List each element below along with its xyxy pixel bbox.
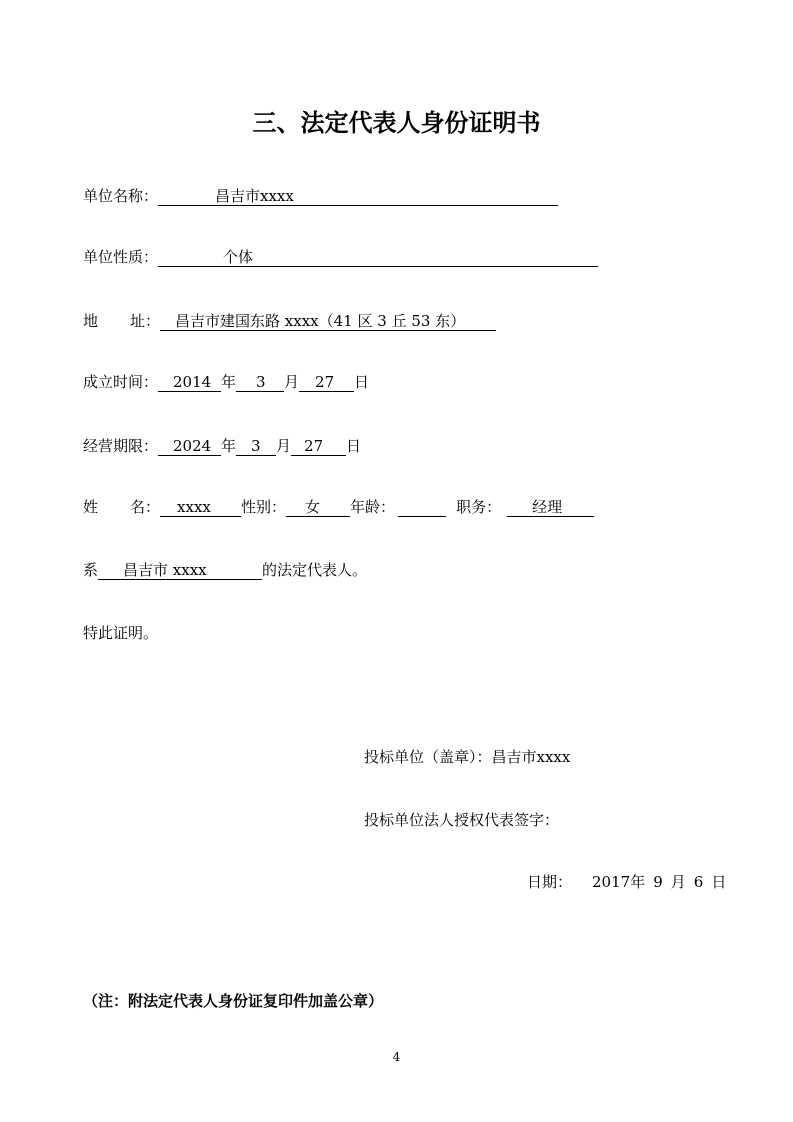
term-month-unit: 月 — [276, 437, 292, 455]
founded-month-unit: 月 — [284, 373, 300, 391]
page-title: 三、法定代表人身份证明书 — [252, 108, 541, 137]
term-day-unit: 日 — [346, 437, 362, 455]
name-label-b: 名： — [130, 498, 161, 516]
age-field — [398, 497, 446, 517]
representative-company: 昌吉市 xxxx — [123, 561, 207, 579]
founded-month: 3 — [256, 373, 266, 391]
address-field — [160, 311, 496, 331]
term-year: 2024 — [173, 437, 212, 455]
founded-month-field — [236, 372, 284, 392]
bidder-seal-line: 投标单位（盖章）：昌吉市xxxx — [364, 748, 571, 766]
unit-name-field — [158, 186, 558, 206]
name-label-a: 姓 — [83, 498, 99, 516]
position-field — [507, 497, 594, 517]
date-month: 9 — [653, 873, 663, 891]
unit-name-row — [83, 186, 558, 206]
unit-nature-field — [158, 247, 598, 267]
term-month-field — [236, 436, 276, 456]
term-label: 经营期限： — [83, 437, 159, 455]
date-year: 2017 — [592, 873, 631, 891]
position-label: 职务： — [456, 498, 502, 516]
representative-row — [83, 560, 367, 580]
date-day: 6 — [693, 873, 704, 891]
founded-year-field — [158, 372, 221, 392]
age-label: 年龄： — [350, 498, 396, 516]
footnote: （注：附法定代表人身份证复印件加盖公章） — [83, 992, 384, 1010]
founded-day-field — [299, 372, 354, 392]
address-label-b: 址： — [130, 312, 161, 330]
position-value: 经理 — [532, 498, 563, 516]
founded-year: 2014 — [173, 373, 212, 391]
founded-day: 27 — [315, 373, 335, 391]
gender-value: 女 — [305, 498, 321, 516]
gender-label: 性别： — [241, 498, 287, 516]
name-value: xxxx — [177, 498, 211, 516]
address-label-a: 地 — [83, 312, 99, 330]
term-day-field — [291, 436, 346, 456]
address-row — [83, 311, 496, 331]
representative-company-field — [98, 560, 262, 580]
date-label: 日期： — [527, 873, 573, 891]
representative-suffix: 的法定代表人。 — [262, 561, 368, 579]
address-value: 昌吉市建国东路 xxxx（41 区 3 丘 53 东） — [175, 312, 466, 330]
term-month: 3 — [251, 437, 261, 455]
term-year-unit: 年 — [221, 437, 237, 455]
founded-row — [83, 372, 369, 392]
unit-name-value: 昌吉市xxxx — [215, 187, 294, 205]
date-row — [527, 872, 726, 892]
bidder-signature-line: 投标单位法人授权代表签字： — [364, 811, 560, 829]
term-day: 27 — [304, 437, 324, 455]
unit-nature-row — [83, 247, 598, 267]
person-row — [83, 497, 594, 517]
unit-nature-value: 个体 — [223, 248, 254, 266]
founded-label: 成立时间： — [83, 373, 159, 391]
founded-year-unit: 年 — [221, 373, 237, 391]
representative-prefix: 系 — [83, 561, 99, 579]
page-number: 4 — [392, 1050, 401, 1064]
name-field — [160, 497, 241, 517]
date-year-unit: 年 — [630, 873, 646, 891]
date-month-unit: 月 — [670, 873, 686, 891]
date-day-unit: 日 — [711, 873, 727, 891]
certify-text: 特此证明。 — [83, 624, 159, 642]
term-year-field — [158, 436, 221, 456]
founded-day-unit: 日 — [354, 373, 370, 391]
unit-name-label: 单位名称： — [83, 187, 159, 205]
unit-nature-label: 单位性质： — [83, 248, 159, 266]
gender-field — [286, 497, 350, 517]
term-row — [83, 436, 361, 456]
